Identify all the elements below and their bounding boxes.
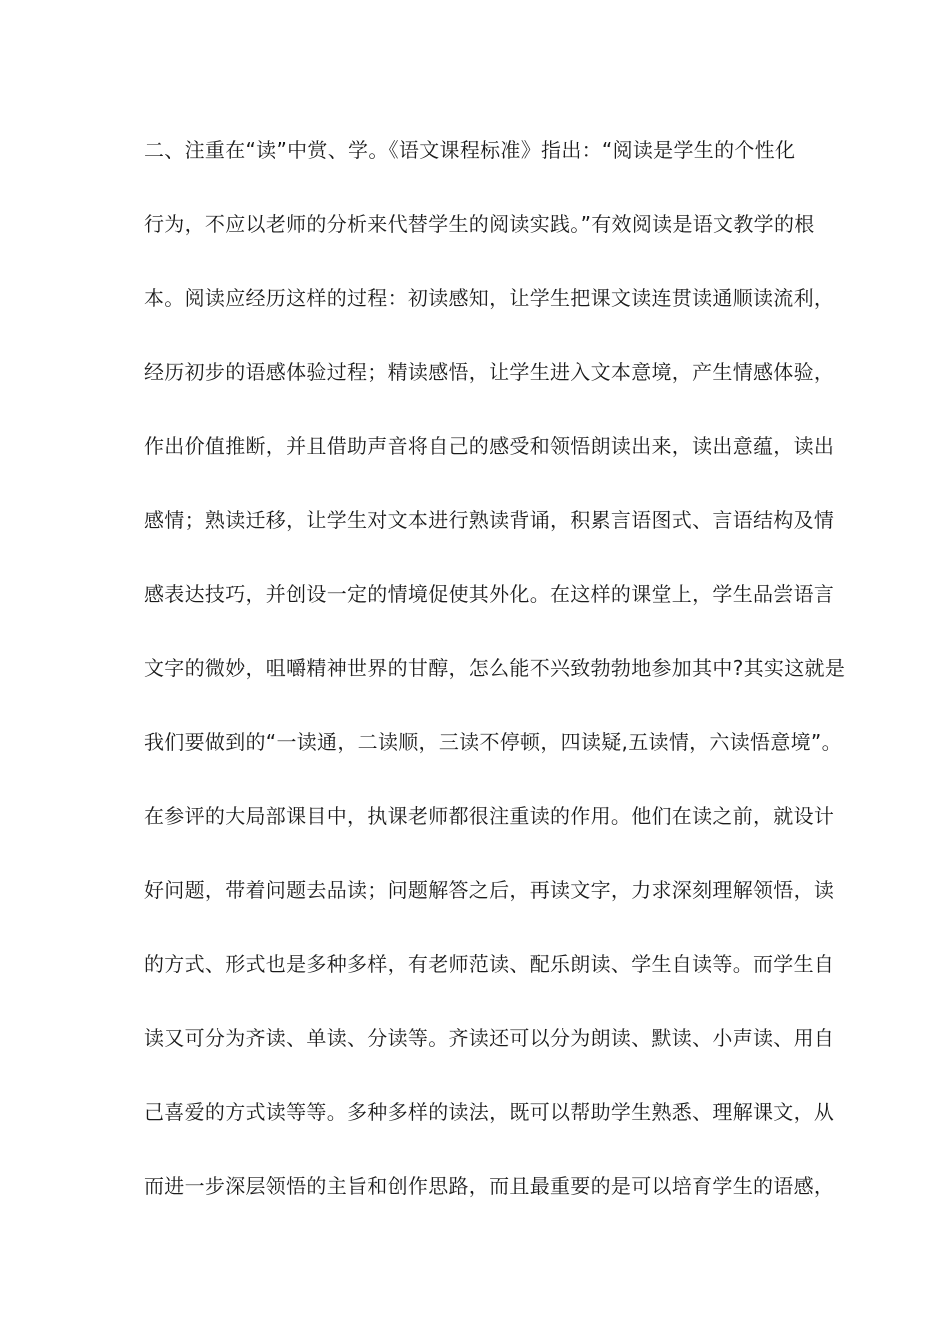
text-line: 文字的微妙，咀嚼精神世界的甘醇，怎么能不兴致勃勃地参加其中?其实这就是: [144, 656, 846, 680]
text-line: 行为，不应以老师的分析来代替学生的阅读实践。”有效阅读是语文教学的根: [144, 212, 815, 236]
body-paragraph: [144, 131, 846, 1241]
text-line: 读又可分为齐读、单读、分读等。齐读还可以分为朗读、默读、小声读、用自: [144, 1026, 835, 1050]
text-line: 本。阅读应经历这样的过程：初读感知，让学生把课文读连贯读通顺读流利，: [144, 286, 835, 310]
text-line: 作出价值推断，并且借助声音将自己的感受和领悟朗读出来，读出意蕴，读出: [144, 434, 835, 458]
text-line: 而进一步深层领悟的主旨和创作思路，而且最重要的是可以培育学生的语感，: [144, 1174, 835, 1198]
text-line: 二、注重在“读”中赏、学。《语文课程标准》指出：“阅读是学生的个性化: [144, 138, 796, 162]
text-line: 己喜爱的方式读等等。多种多样的读法，既可以帮助学生熟悉、理解课文，从: [144, 1100, 835, 1124]
text-line: 感表达技巧，并创设一定的情境促使其外化。在这样的课堂上，学生品尝语言: [144, 582, 835, 606]
text-line: 感情；熟读迁移，让学生对文本进行熟读背诵，积累言语图式、言语结构及情: [144, 508, 835, 532]
text-line: 我们要做到的“一读通，二读顺，三读不停顿，四读疑,五读情，六读悟意境”。: [144, 730, 842, 754]
text-line: 的方式、形式也是多种多样，有老师范读、配乐朗读、学生自读等。而学生自: [144, 952, 835, 976]
text-line: 经历初步的语感体验过程；精读感悟，让学生进入文本意境，产生情感体验，: [144, 360, 835, 384]
text-line: 在参评的大局部课目中，执课老师都很注重读的作用。他们在读之前，就设计: [144, 804, 835, 828]
text-line: 好问题，带着问题去品读；问题解答之后，再读文字，力求深刻理解领悟，读: [144, 878, 835, 902]
